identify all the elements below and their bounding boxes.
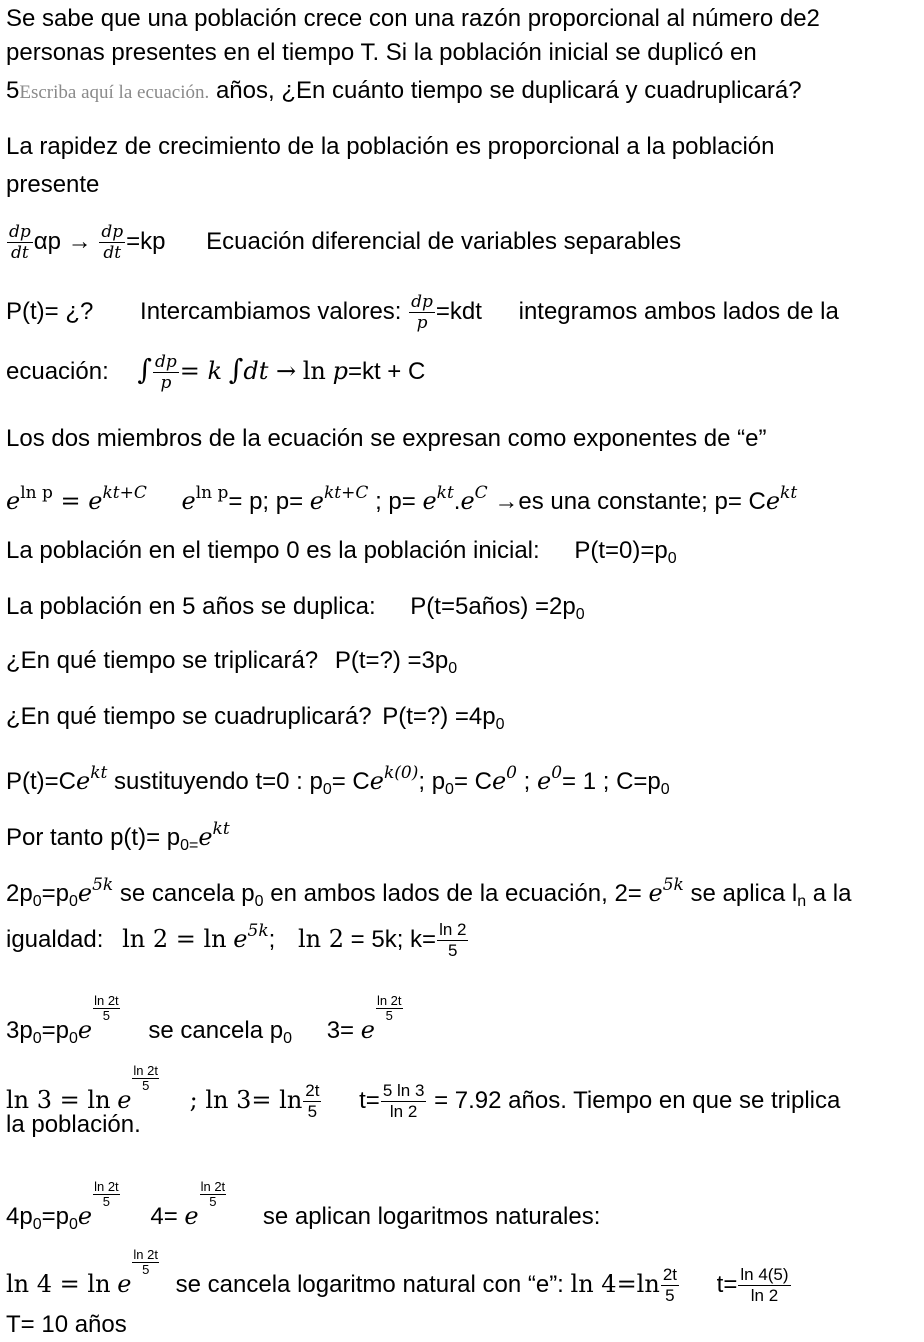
cancel-line: $2p_0=p_0e^{5k}$ se cancela $p_0$ en ambos lados de la ecuación, $2= e^{5k}$ se aplica $l_n$ a la [6, 875, 852, 910]
differential-equation-line: $\frac{dp}{dt}$ αp → $\frac{dp}{dt}$ =kp Ecuación diferencial de variables separables [9, 222, 682, 263]
k-solution-line: igualdad: $\ln 2 = \ln e^{5k}$; ln 2 = 5k; k= $\frac{\ln 2}{5}$ [6, 920, 467, 961]
fraction: $\frac{dp}{p}$ [155, 352, 177, 393]
triple-solution-line: ln 3 = ln e $\frac{\ln 2t}{5}$ ; ln 3= ln $\frac{2t}{5}$ t= $\frac{5 \ln 3}{\ln 2}$ = 7.92 años. Tiempo en que se triplica [6, 1063, 841, 1122]
final-answer-line: T= 10 años [6, 1311, 127, 1338]
fraction: $\frac{5 \ln 3}{\ln 2}$ [382, 1081, 425, 1122]
exponent-equation-line: $e^{ln p} = e^{kt+C}$ $e^{ln p}= p$; $p= e^{kt+C}$ ; $p= e^{kt}.e^C \to es$ una constante; $p= Ce^{kt}$ [6, 483, 798, 515]
equation-placeholder[interactable]: Escriba aquí la ecuación. [19, 82, 210, 103]
integration-line: ecuación: ∫ $\frac{dp}{p}$ = k ∫dt → ln p=kt + C [6, 352, 426, 393]
substitution-line: $P(t)=Ce^{kt}$ sustituyendo t=0 : $p_0= Ce^{k(0)}$; $p_0= Ce^0$ ; $e^0= 1$ ; $C=p_0$ [6, 763, 670, 798]
triple-setup-line: $3p_0=p_0e$ $\frac{\ln 2t}{5}$ se cancela $p_0$ 3= e $\frac{\ln 2t}{5}$ [6, 993, 402, 1047]
fraction: $\frac{\ln 4(5)}{\ln 2}$ [740, 1265, 789, 1306]
exponent-intro-line: Los dos miembros de la ecuación se expresan como exponentes de “e” [6, 425, 767, 452]
problem-line-2: personas presentes en el tiempo T. Si la población inicial se duplicó en [6, 39, 757, 66]
fraction: $\frac{dp}{dt}$ [9, 222, 31, 263]
exponent-fraction: $\frac{\ln 2t}{5}$ [200, 1179, 226, 1209]
fraction: $\frac{2t}{5}$ [662, 1265, 677, 1306]
fraction: $\frac{\ln 2}{5}$ [439, 920, 467, 961]
problem-line-3: 5Escriba aquí la ecuación. años, ¿En cuánto tiempo se duplicará y cuadruplicará? [6, 77, 802, 104]
fraction: $\frac{dp}{p}$ [411, 292, 433, 333]
exponent-fraction: $\frac{\ln 2t}{5}$ [133, 1247, 158, 1277]
quadruple-question-line: ¿En qué tiempo se cuadruplicará? P(t=?) $=4p_0$ [6, 703, 505, 733]
initial-condition-line: La población en el tiempo 0 es la población inicial: $P(t=0)=p_0$ [6, 537, 677, 567]
therefore-line: Por tanto $p(t)= p_{0=}e^{kt}$ [6, 819, 230, 854]
paragraph-line-1: La rapidez de crecimiento de la población es proporcional a la población [6, 133, 775, 160]
fraction: $\frac{dp}{dt}$ [101, 222, 124, 263]
quadruple-solution-line: ln 4 = ln e $\frac{\ln 2t}{5}$ se cancela logaritmo natural con “e”: ln 4=ln $\frac{2t}{5}$ t= $\frac{\ln 4(5)}{\ln 2}$ [6, 1247, 789, 1306]
exponent-fraction: $\frac{\ln 2t}{5}$ [94, 993, 119, 1023]
exponent-fraction: $\frac{\ln 2t}{5}$ [133, 1063, 158, 1093]
triple-question-line: ¿En qué tiempo se triplicará? P(t=?) $=3p_0$ [6, 647, 458, 677]
problem-line-1: Se sabe que una población crece con una razón proporcional al número de2 [6, 5, 820, 32]
double-condition-line: La población en 5 años se duplica: P(t=5años) $=2p_0$ [6, 593, 585, 623]
separation-line: P(t)= ¿? Intercambiamos valores: $\frac{dp}{p}$ =kdt integramos ambos lados de la [6, 292, 839, 333]
paragraph-line-2: presente [6, 171, 100, 198]
fraction: $\frac{2t}{5}$ [305, 1081, 320, 1122]
exponent-fraction: $\frac{\ln 2t}{5}$ [94, 1179, 119, 1209]
triple-solution-continuation: la población. [6, 1111, 141, 1138]
exponent-fraction: $\frac{\ln 2t}{5}$ [376, 993, 402, 1023]
quadruple-setup-line: $4p_0=p_0e$ $\frac{\ln 2t}{5}$ 4= e $\frac{\ln 2t}{5}$ se aplican logaritmos naturales: [6, 1179, 601, 1233]
